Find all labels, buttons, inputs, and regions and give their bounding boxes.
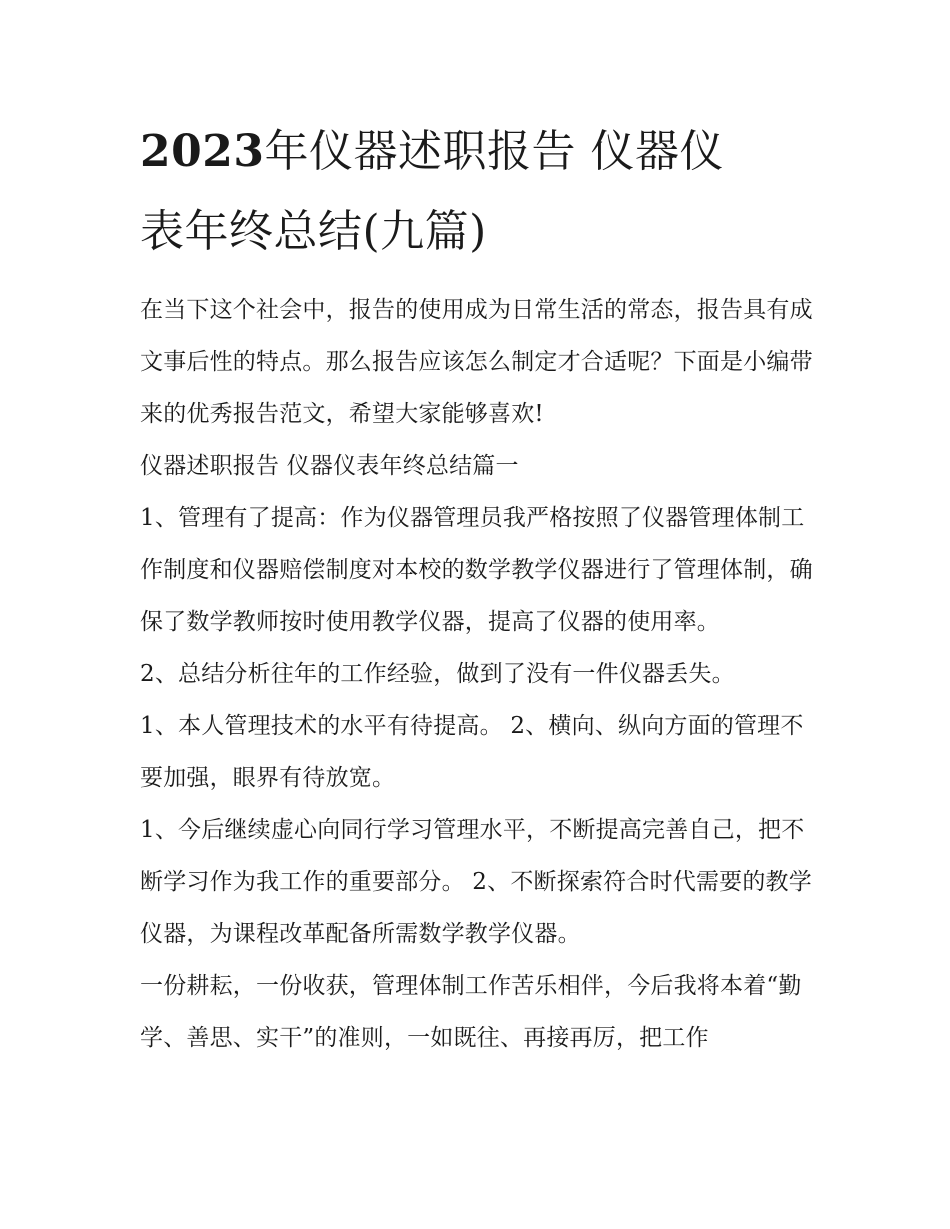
paragraph-future-plans: 1、今后继续虚心向同行学习管理水平，不断提高完善自己，把不断学习作为我工作的重要部分。 2、不断探索符合时代需要的教学仪器，为课程改革配备所需数学教学仪器。 — [140, 817, 812, 947]
document-page — [140, 112, 820, 1064]
document-title — [140, 112, 820, 272]
paragraph-closing: 一份耕耘，一份收获，管理体制工作苦乐相伴，今后我将本着“勤学、善思、实干”的准则，一如既往、再接再厉，把工作 — [140, 973, 802, 1051]
title-year: 2023 — [140, 126, 265, 177]
section-heading: 仪器述职报告 仪器仪表年终总结篇一 — [140, 453, 519, 479]
title-line2: 表年终总结(九篇) — [140, 206, 487, 257]
paragraph-management-improved: 1、管理有了提高：作为仪器管理员我严格按照了仪器管理体制工作制度和仪器赔偿制度对本校的数学教学仪器进行了管理体制，确保了数学教师按时使用教学仪器，提高了仪器的使用率。 — [140, 505, 813, 635]
paragraph-summary-experience: 2、总结分析往年的工作经验，做到了没有一件仪器丢失。 — [140, 661, 735, 687]
intro-paragraph: 在当下这个社会中，报告的使用成为日常生活的常态，报告具有成文事后性的特点。那么报告应该怎么制定才合适呢？下面是小编带来的优秀报告范文，希望大家能够喜欢! — [140, 297, 813, 427]
paragraph-shortcomings: 1、本人管理技术的水平有待提高。 2、横向、纵向方面的管理不要加强，眼界有待放宽。 — [140, 713, 804, 791]
title-line1: 年仪器述职报告 仪器仪 — [264, 126, 724, 177]
